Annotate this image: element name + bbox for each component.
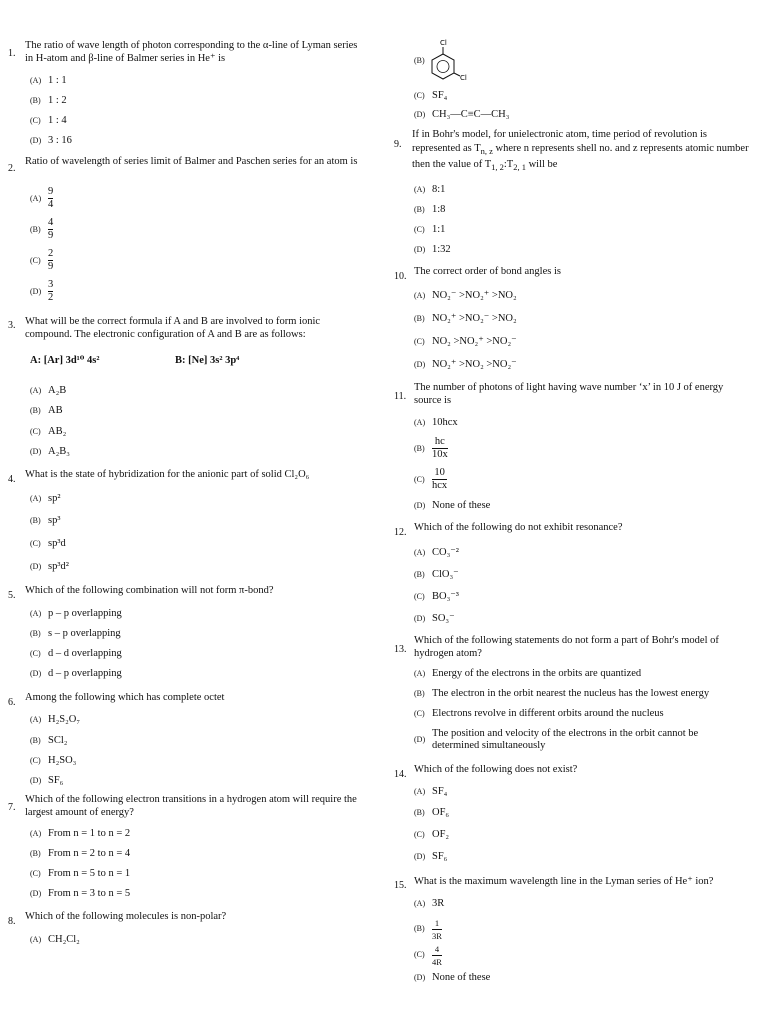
- option: (C) BO₃⁻³: [414, 591, 459, 602]
- option: (B) ClO₃⁻: [414, 569, 459, 580]
- question-text: Among the following which has complete octet: [25, 692, 225, 703]
- option: (C) $\frac{10}{\text{hcx}}$: [414, 467, 448, 491]
- option: (A) 1 : 1: [30, 75, 67, 86]
- option: (C) OF₂: [414, 829, 450, 840]
- option: (C) $\frac{4}{4R}$: [414, 944, 442, 967]
- question-text: What is the maximum wavelength line in the Lyman series of He⁺ ion?: [414, 876, 714, 887]
- option: (D) 3 : 16: [30, 135, 72, 146]
- question-number: 1.: [8, 48, 16, 59]
- option: (B) NO₂⁺ >NO₂⁻ >NO₂: [414, 313, 517, 324]
- option: (B) $\frac{1}{3R}$: [414, 918, 442, 941]
- option: (B) $\frac{hc}{10x}$: [414, 436, 448, 460]
- question-number: 12.: [394, 527, 407, 538]
- question-text: Which of the following statements do not form a part of Bohr's model of hydrogen atom?: [414, 635, 719, 659]
- option: (A) From n = 1 to n = 2: [30, 828, 131, 839]
- fraction: $\frac{10}{\text{hcx}}$: [432, 467, 448, 491]
- question-number: 14.: [394, 769, 407, 780]
- option: (C) AB₂: [30, 426, 67, 437]
- fraction: $\frac{3}{2}$: [48, 279, 54, 303]
- option: (D) From n = 3 to n = 5: [30, 888, 131, 899]
- option: (D) CH₃—C≡C—CH₃: [414, 109, 510, 120]
- question-text: The ratio of wave length of photon corresponding to the α-line of Lyman series in H-atom and β-line of Balmer series in He⁺ is: [25, 40, 358, 64]
- question-text: If in Bohr's model, for unielectronic atom, time period of revolution is represented as $T_{n, z}$ where n represents shell no. and z represents atomic number then the value of $T_{1, 2}:T_{2, 1}$ will be: [412, 129, 749, 173]
- option: (D) $\frac{3}{2}$: [30, 279, 54, 303]
- question-number: 15.: [394, 880, 407, 891]
- option: (C) 1 : 4: [30, 115, 67, 126]
- question-number: 3.: [8, 320, 16, 331]
- option: (D) SF₆: [30, 775, 64, 786]
- option: (A) $\frac{9}{4}$: [30, 186, 54, 210]
- question-text: What is the state of hybridization for the anionic part of solid Cl₂O₆: [25, 469, 310, 480]
- dichlorobenzene-structure: [424, 36, 474, 84]
- option: (A) 8:1: [414, 184, 446, 195]
- option: (A) Energy of the electrons in the orbits are quantized: [414, 668, 642, 679]
- question-text: Which of the following electron transitions in a hydrogen atom will require the largest amount of energy?: [25, 794, 357, 818]
- option: (A) A₂B: [30, 385, 67, 396]
- option: (D) None of these: [414, 500, 491, 511]
- option: (A) CO₃⁻²: [414, 547, 459, 558]
- option: (C) NO₂ >NO₂⁺ >NO₂⁻: [414, 336, 517, 347]
- question-number: 9.: [394, 139, 402, 150]
- option: (A) H₂S₂O₇: [30, 714, 80, 725]
- option: (B) From n = 2 to n = 4: [30, 848, 131, 859]
- option: (D) A₂B₃: [30, 446, 70, 457]
- question-text: Which of the following do not exhibit resonance?: [414, 522, 623, 533]
- option: (B) s – p overlapping: [30, 628, 121, 639]
- option: (C) sp³d: [30, 538, 66, 549]
- question-text: Which of the following molecules is non-polar?: [25, 911, 227, 922]
- fraction: $\frac{2}{9}$: [48, 248, 54, 272]
- question-number: 5.: [8, 590, 16, 601]
- option: (C) Electrons revolve in different orbits around the nucleus: [414, 708, 664, 719]
- config-b: B: [Ne] 3s² 3p⁴: [175, 355, 240, 366]
- option: (A) 3R: [414, 898, 445, 909]
- option: (B) OF₆: [414, 807, 450, 818]
- option: (A) p – p overlapping: [30, 608, 122, 619]
- option: (D) 1:32: [414, 244, 451, 255]
- option: (D) SO₃⁻: [414, 613, 455, 624]
- option: (D) None of these: [414, 972, 491, 983]
- option: (D) SF₆: [414, 851, 448, 862]
- option: (C) 1:1: [414, 224, 446, 235]
- fraction: $\frac{1}{3R}$: [432, 918, 442, 941]
- question-number: 10.: [394, 271, 407, 282]
- option: (B) 1 : 2: [30, 95, 67, 106]
- question-number: 6.: [8, 697, 16, 708]
- option: (C) d – d overlapping: [30, 648, 122, 659]
- option: (B) $\frac{4}{9}$: [30, 217, 54, 241]
- option: (B) sp³: [30, 515, 61, 526]
- option: (C) H₂SO₃: [30, 755, 77, 766]
- option: (B) SCl₂: [30, 735, 68, 746]
- option: (D) d – p overlapping: [30, 668, 122, 679]
- option: (A) sp²: [30, 493, 61, 504]
- fraction: $\frac{4}{9}$: [48, 217, 54, 241]
- fraction: $\frac{hc}{10x}$: [432, 436, 448, 460]
- question-number: 4.: [8, 474, 16, 485]
- option: (D) The position and velocity of the electrons in the orbit cannot be determined simultaneously: [414, 728, 699, 751]
- option: (C) From n = 5 to n = 1: [30, 868, 131, 879]
- config-a: A: [Ar] 3d¹⁰ 4s²: [30, 355, 100, 366]
- option: (C) SF₄: [414, 90, 448, 101]
- question-text: Ratio of wavelength of series limit of Balmer and Paschen series for an atom is: [25, 156, 358, 167]
- option: (B) The electron in the orbit nearest the nucleus has the lowest energy: [414, 688, 710, 699]
- question-text: The correct order of bond angles is: [414, 266, 561, 277]
- question-text: The number of photons of light having wave number ‘x’ in 10 J of energy source is: [414, 382, 724, 406]
- option: (A) SF₄: [414, 786, 448, 797]
- option: (C) $\frac{2}{9}$: [30, 248, 54, 272]
- option: (A) CH₂Cl₂: [30, 934, 80, 945]
- option: (A) 10hcx: [414, 417, 458, 428]
- option: (D) NO₂⁺ >NO₂ >NO₂⁻: [414, 359, 517, 370]
- question-number: 8.: [8, 916, 16, 927]
- cl-label-side: Cl: [460, 74, 467, 82]
- fraction: $\frac{4}{4R}$: [432, 944, 442, 967]
- fraction: $\frac{9}{4}$: [48, 186, 54, 210]
- question-number: 11.: [394, 391, 407, 402]
- option: (B): [414, 56, 425, 65]
- question-text: What will be the correct formula if A and B are involved to form ionic compound. The electronic configuration of A and B are as follows:: [25, 316, 321, 340]
- question-text: Which of the following combination will not form π-bond?: [25, 585, 274, 596]
- question-number: 7.: [8, 802, 16, 813]
- question-text: Which of the following does not exist?: [414, 764, 578, 775]
- option: (B) AB: [30, 405, 63, 416]
- option: (D) sp³d²: [30, 561, 69, 572]
- question-number: 2.: [8, 163, 16, 174]
- option: (A) NO₂⁻ >NO₂⁺ >NO₂: [414, 290, 517, 301]
- option: (B) 1:8: [414, 204, 446, 215]
- question-number: 13.: [394, 644, 407, 655]
- cl-label-top: Cl: [440, 39, 447, 47]
